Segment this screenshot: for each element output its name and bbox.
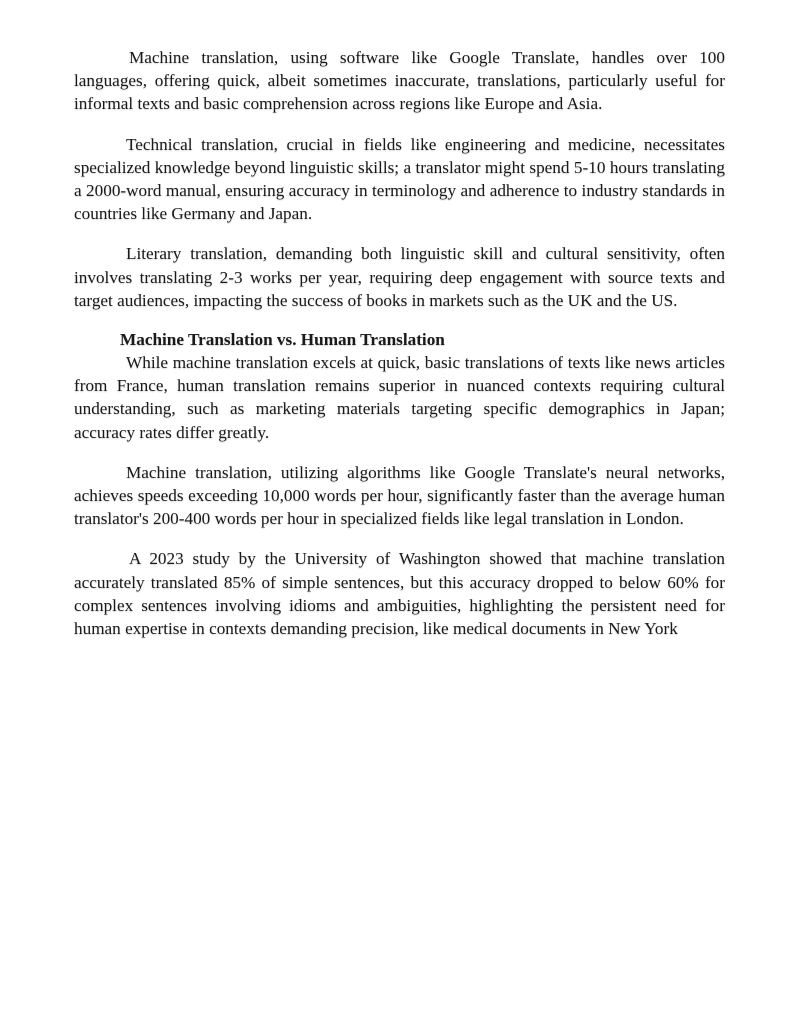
paragraph-technical-translation: Technical translation, crucial in fields like engineering and medicine, necessitates specialized knowledge beyond linguistic skills; a translator might spend 5-10 hours translating a 2000-word manual, ensuring accuracy in terminology and adherence to industry standards in countries like Germany and Japan.: [74, 134, 725, 224]
paragraph-machine-translation-overview: Machine translation, using software like Google Translate, handles over 100 languages, offering quick, albeit sometimes inaccurate, translations, particularly useful for informal texts and basic comprehension across regions like Europe and Asia.: [74, 48, 725, 114]
paragraph-machine-vs-human: While machine translation excels at quick, basic translations of texts like news articles from France, human translation remains superior in nuanced contexts requiring cultural understanding, such as marketing materials targeting specific demographics in Japan; accuracy rates differ greatly.: [74, 353, 725, 442]
paragraph-accuracy-study: A 2023 study by the University of Washington showed that machine translation accurately translated 85% of simple sentences, but this accuracy dropped to below 60% for complex sentences involving idioms and ambiguities, highlighting the persistent need for human expertise in contexts demanding precision, like medical documents in New York: [74, 549, 725, 639]
paragraph-translation-speed: Machine translation, utilizing algorithms like Google Translate's neural networks, achieves speeds exceeding 10,000 words per hour, significantly faster than the average human translator's 200-400 words per hour in specialized fields like legal translation in London.: [74, 462, 725, 529]
document-page: [74, 46, 725, 640]
paragraph-literary-translation: Literary translation, demanding both linguistic skill and cultural sensitivity, often involves translating 2-3 works per year, requiring deep engagement with source texts and target audiences, impacting the success of books in markets such as the UK and the US.: [74, 244, 725, 310]
section-heading: Machine Translation vs. Human Translation: [120, 330, 445, 350]
